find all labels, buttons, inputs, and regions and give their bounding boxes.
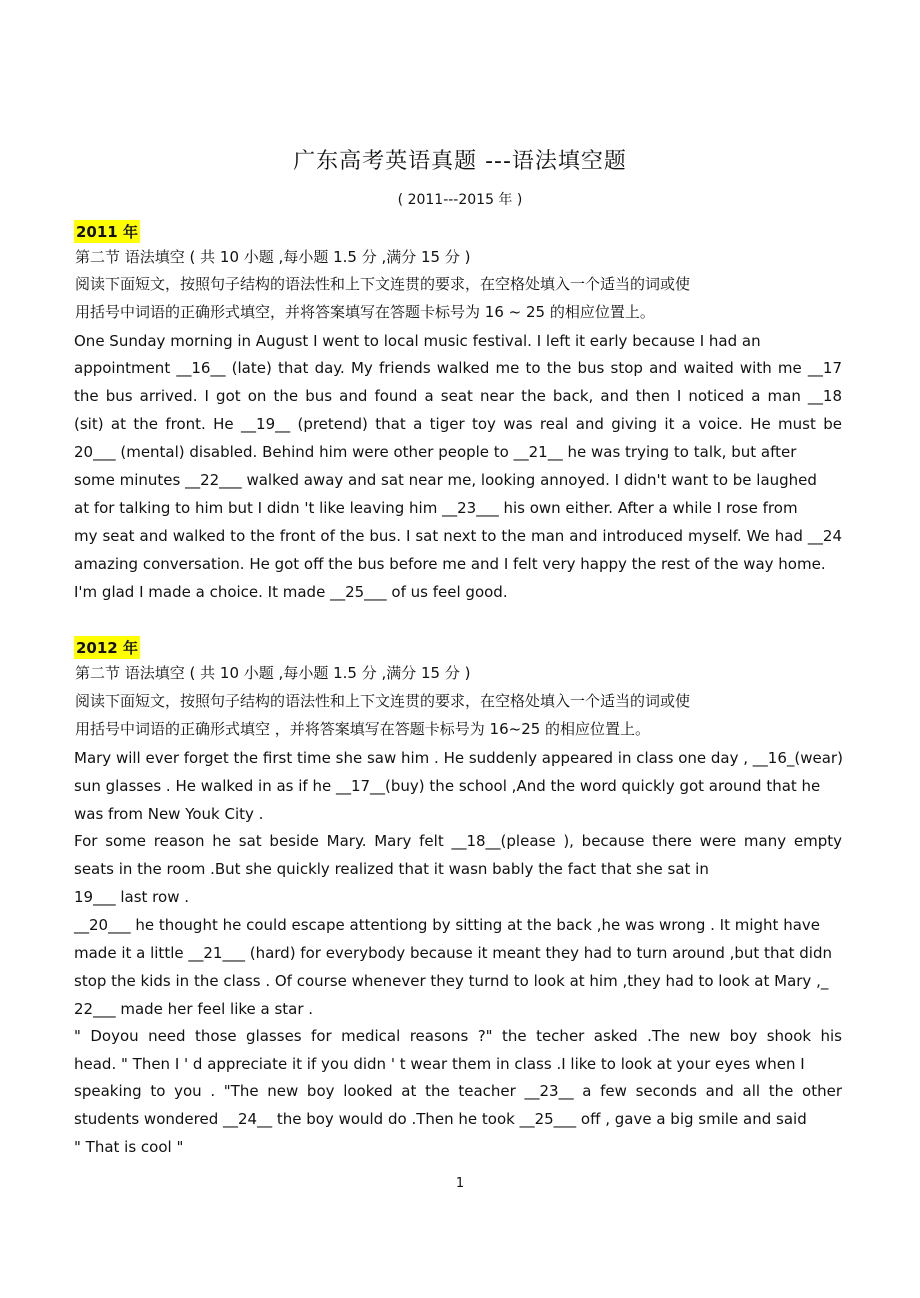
passage-2011-line: 20___ (mental) disabled. Behind him were other people to __21__ he was trying to talk, but after bbox=[74, 443, 797, 461]
passage-2012-line: made it a little __21___ (hard) for everybody because it meant they had to turn around ,but that didn bbox=[74, 944, 833, 962]
passage-2011-line: I'm glad I made a choice. It made __25___ of us feel good. bbox=[74, 583, 508, 601]
passage-2011-line: amazing conversation. He got off the bus before me and I felt very happy the rest of the way home. bbox=[74, 555, 826, 573]
passage-2012-line: For some reason he sat beside Mary. Mary felt __18__(please ), because there were many empty bbox=[74, 832, 842, 850]
instruction-line-2012-1: 阅读下面短文，按照句子结构的语法性和上下文连贯的要求，在空格处填入一个适当的词或使 bbox=[75, 692, 691, 710]
passage-2012-line: __20___ he thought he could escape attentiong by sitting at the back ,he was wrong . It might have bbox=[74, 916, 820, 934]
passage-2012-line: head. " Then I ' d appreciate it if you didn ' t wear them in class .I like to look at your eyes when I bbox=[74, 1055, 805, 1073]
passage-2012-line: seats in the room .But she quickly realized that it wasn bably the fact that she sat in bbox=[74, 860, 709, 878]
page-title: 广东高考英语真题 ---语法填空题 bbox=[293, 149, 627, 174]
passage-2012-line: " That is cool " bbox=[74, 1138, 184, 1156]
passage-2011-line: some minutes __22___ walked away and sat near me, looking annoyed. I didn't want to be laughed bbox=[74, 471, 817, 489]
instruction-line-2011-2: 用括号中词语的正确形式填空，并将答案填写在答题卡标号为 16 ~ 25 的相应位置上。 bbox=[75, 303, 655, 321]
year-heading-2011: 2011 年 bbox=[74, 220, 140, 243]
passage-2011-line: the bus arrived. I got on the bus and found a seat near the back, and then I noticed a man __18 bbox=[74, 387, 842, 405]
passage-2012-line: speaking to you . "The new boy looked at the teacher __23__ a few seconds and all the other bbox=[74, 1082, 842, 1100]
passage-2012-line: 22___ made her feel like a star . bbox=[74, 1000, 314, 1018]
section-header-2012: 第二节 语法填空 ( 共 10 小题 ,每小题 1.5 分 ,满分 15 分 ) bbox=[75, 664, 471, 682]
section-header-2011: 第二节 语法填空 ( 共 10 小题 ,每小题 1.5 分 ,满分 15 分 ) bbox=[75, 248, 471, 266]
passage-2012-line: stop the kids in the class . Of course whenever they turnd to look at him ,they had to look at Mary ,_ bbox=[74, 972, 829, 990]
passage-2012-line: 19___ last row . bbox=[74, 888, 189, 906]
passage-2011-line: One Sunday morning in August I went to local music festival. I left it early because I had an bbox=[74, 332, 761, 350]
passage-2012-line: Mary will ever forget the first time she saw him . He suddenly appeared in class one day , __16_(wear) bbox=[74, 749, 843, 767]
year-heading-2012: 2012 年 bbox=[74, 636, 140, 659]
passage-2012-line: students wondered __24__ the boy would do .Then he took __25___ off , gave a big smile and said bbox=[74, 1110, 807, 1128]
passage-2011-line: (sit) at the front. He __19__ (pretend) that a tiger toy was real and giving it a voice. He must be bbox=[74, 415, 842, 433]
page-subtitle: ( 2011---2015 年 ) bbox=[397, 192, 523, 208]
passage-2011-line: at for talking to him but I didn 't like leaving him __23___ his own either. After a while I rose from bbox=[74, 499, 798, 517]
passage-2012-line: " Doyou need those glasses for medical reasons ?" the techer asked .The new boy shook his bbox=[74, 1027, 842, 1045]
instruction-line-2011-1: 阅读下面短文，按照句子结构的语法性和上下文连贯的要求，在空格处填入一个适当的词或使 bbox=[75, 275, 691, 293]
passage-2011-line: appointment __16__ (late) that day. My friends walked me to the bus stop and waited with me __17 bbox=[74, 359, 842, 377]
passage-2011-line: my seat and walked to the front of the bus. I sat next to the man and introduced myself. We had __24 bbox=[74, 527, 842, 545]
passage-2012-line: sun glasses . He walked in as if he __17__(buy) the school ,And the word quickly got around that he bbox=[74, 777, 821, 795]
instruction-line-2012-2: 用括号中词语的正确形式填空 ，并将答案填写在答题卡标号为 16~25 的相应位置上。 bbox=[75, 720, 651, 738]
passage-2012-line: was from New Youk City . bbox=[74, 805, 264, 823]
page-number: 1 bbox=[455, 1176, 465, 1191]
